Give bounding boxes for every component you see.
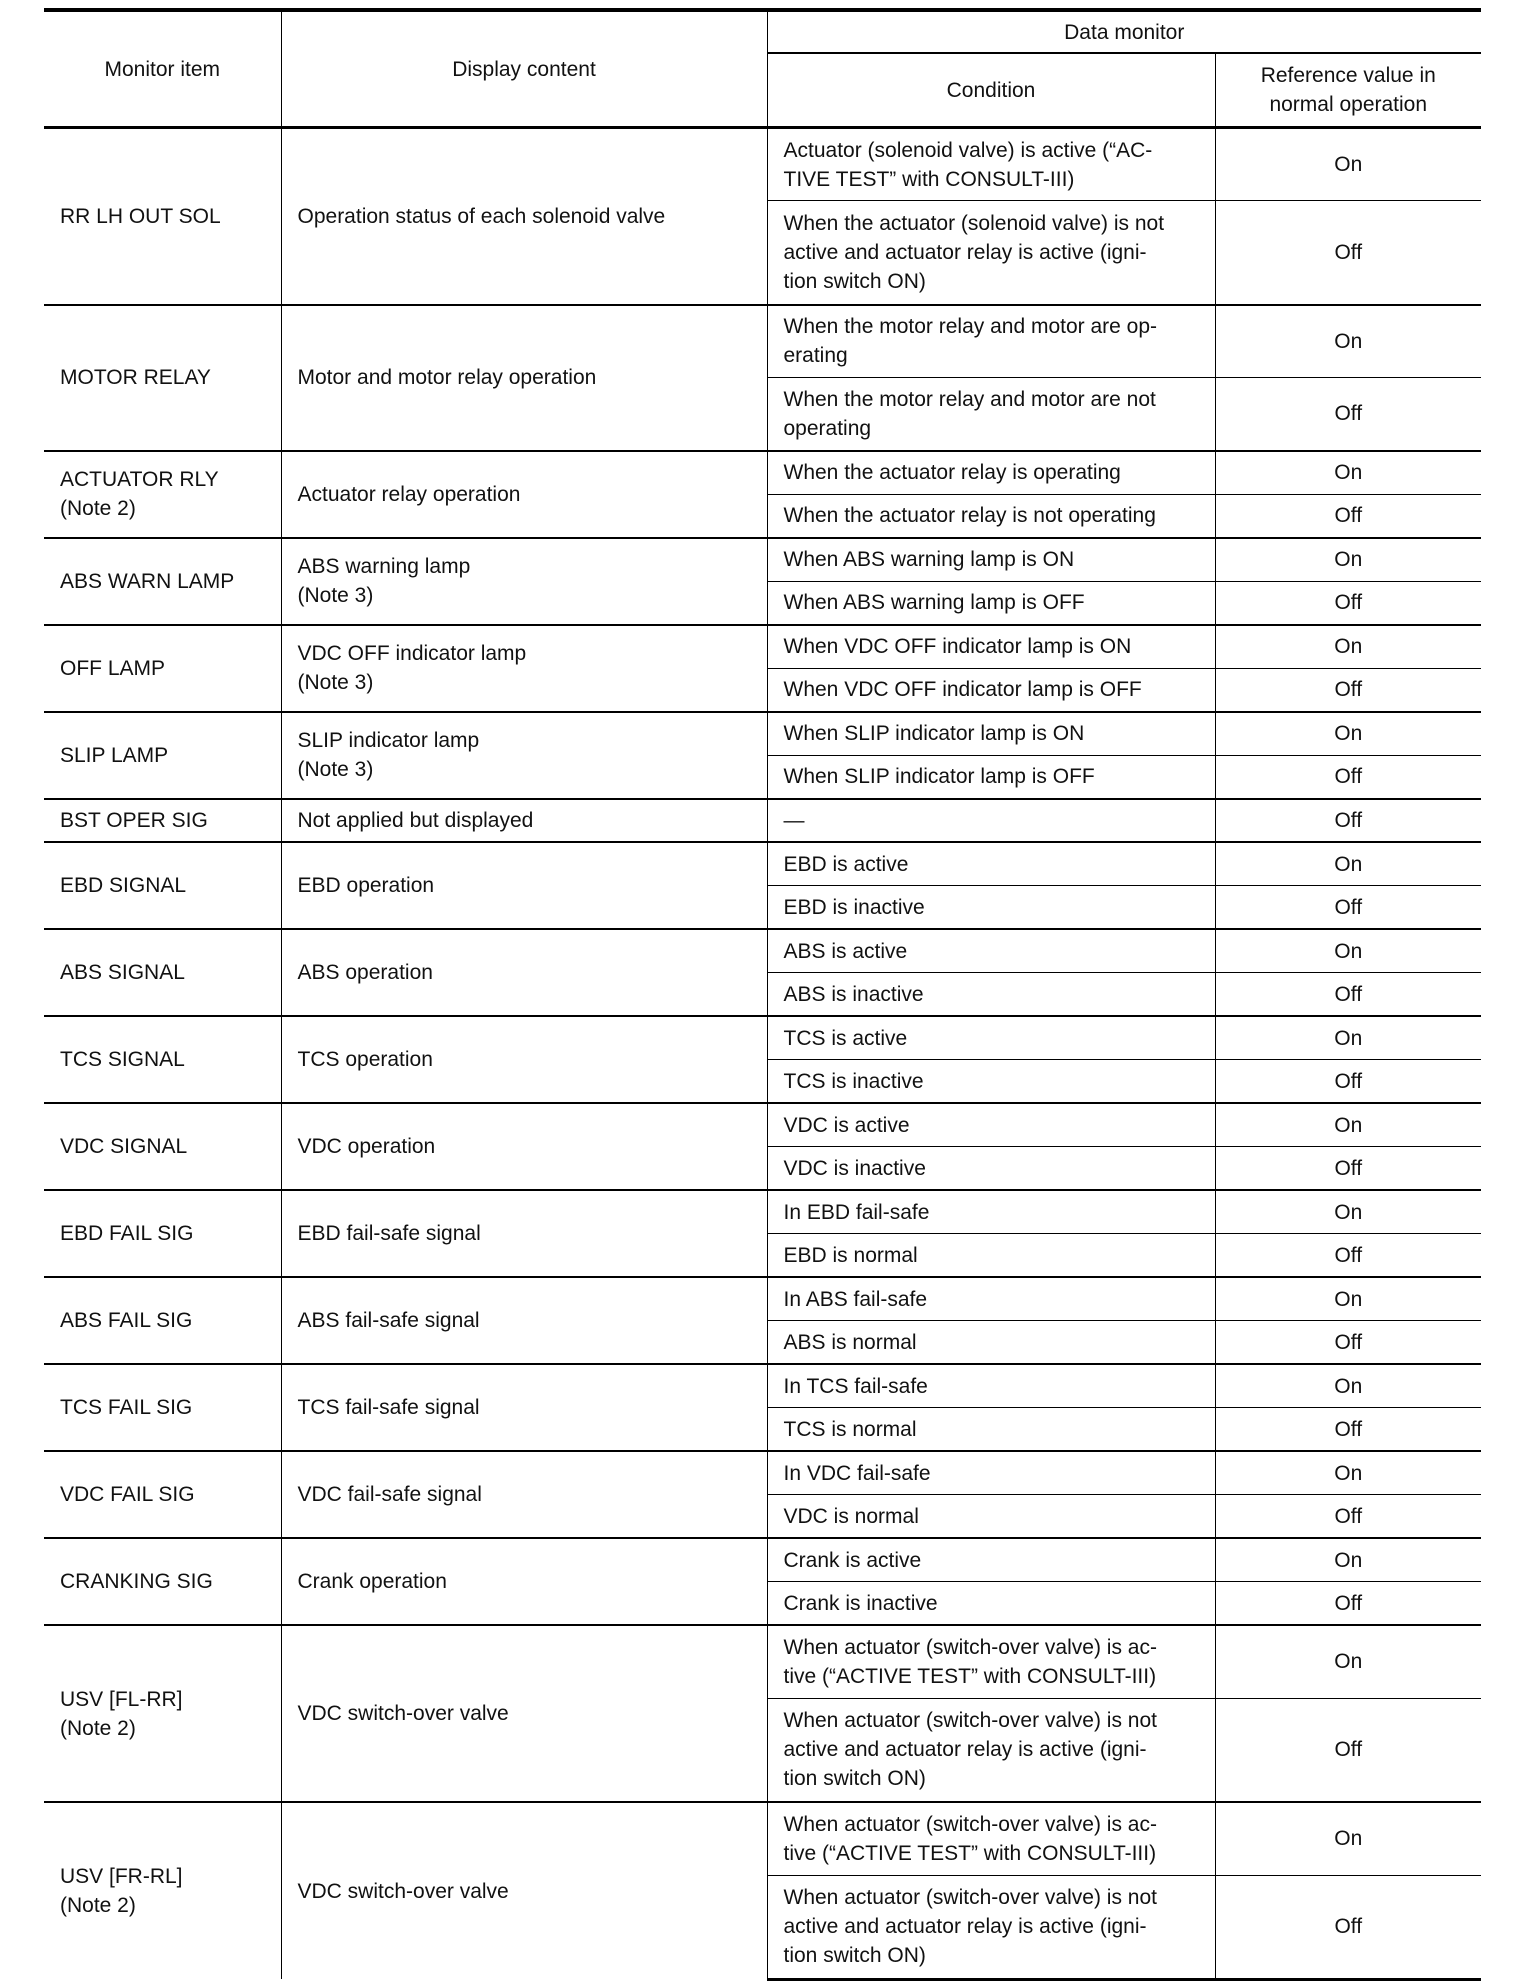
monitor-item: USV [FR-RL] (Note 2) (44, 1802, 281, 1979)
reference-value: Off (1215, 973, 1481, 1017)
condition: ABS is normal (767, 1321, 1215, 1365)
condition: When actuator (switch-over valve) is ac- tive (“ACTIVE TEST” with CONSULT-III) (767, 1625, 1215, 1698)
monitor-item: SLIP LAMP (44, 712, 281, 799)
monitor-item: USV [FL-RR] (Note 2) (44, 1625, 281, 1802)
header-display-content: Display content (281, 10, 767, 128)
header-reference-value: Reference value in normal operation (1215, 53, 1481, 128)
monitor-item: ABS FAIL SIG (44, 1277, 281, 1364)
monitor-item: CRANKING SIG (44, 1538, 281, 1625)
condition: — (767, 799, 1215, 843)
reference-value: On (1215, 1451, 1481, 1495)
condition: Actuator (solenoid valve) is active (“AC- TIVE TEST” with CONSULT-III) (767, 128, 1215, 201)
monitor-item: RR LH OUT SOL (44, 128, 281, 305)
monitor-item: TCS SIGNAL (44, 1016, 281, 1103)
table-row (44, 1016, 1481, 1060)
display-content: VDC operation (281, 1103, 767, 1190)
condition: When ABS warning lamp is OFF (767, 581, 1215, 625)
table-row (44, 842, 1481, 886)
reference-value: On (1215, 842, 1481, 886)
reference-value: On (1215, 929, 1481, 973)
display-content: Not applied but displayed (281, 799, 767, 843)
monitor-item: ABS WARN LAMP (44, 538, 281, 625)
reference-value: On (1334, 153, 1363, 176)
reference-value: Off (1215, 886, 1481, 930)
reference-value: Off (1215, 1147, 1481, 1191)
display-content: EBD operation (281, 842, 767, 929)
condition: Crank is active (767, 1538, 1215, 1582)
condition: Crank is inactive (767, 1582, 1215, 1626)
display-content: SLIP indicator lamp (Note 3) (281, 712, 767, 799)
reference-value: On (1215, 538, 1481, 582)
display-content: VDC switch-over valve (281, 1625, 767, 1802)
monitor-item: BST OPER SIG (44, 799, 281, 843)
reference-value: Off (1215, 581, 1481, 625)
condition: In VDC fail-safe (767, 1451, 1215, 1495)
display-content: VDC fail-safe signal (281, 1451, 767, 1538)
reference-value: On (1215, 1538, 1481, 1582)
condition: When VDC OFF indicator lamp is ON (767, 625, 1215, 669)
table-row (44, 712, 1481, 756)
condition: TCS is active (767, 1016, 1215, 1060)
condition: EBD is inactive (767, 886, 1215, 930)
table-row (44, 1451, 1481, 1495)
reference-value: On (1215, 1625, 1481, 1698)
condition: When the actuator relay is operating (767, 451, 1215, 495)
condition: When ABS warning lamp is ON (767, 538, 1215, 582)
display-content: Crank operation (281, 1538, 767, 1625)
data-monitor-table (44, 8, 1481, 1981)
display-content: Motor and motor relay operation (281, 305, 767, 451)
table-row (44, 1103, 1481, 1147)
reference-value: On (1215, 1802, 1481, 1875)
reference-value: Off (1215, 201, 1481, 305)
condition: VDC is active (767, 1103, 1215, 1147)
condition: ABS is inactive (767, 973, 1215, 1017)
table-row (44, 799, 1481, 843)
table-row (44, 451, 1481, 495)
condition: When actuator (switch-over valve) is not active and actuator relay is active (igni- tion switch ON) (767, 1875, 1215, 1979)
monitor-item: ABS SIGNAL (44, 929, 281, 1016)
table-row (44, 1538, 1481, 1582)
reference-value: Off (1215, 1582, 1481, 1626)
condition: VDC is inactive (767, 1147, 1215, 1191)
reference-value: Off (1215, 1060, 1481, 1104)
reference-value: Off (1215, 1408, 1481, 1452)
reference-value: Off (1215, 1875, 1481, 1979)
display-content: ABS operation (281, 929, 767, 1016)
monitor-item: EBD FAIL SIG (44, 1190, 281, 1277)
display-content: ABS fail-safe signal (281, 1277, 767, 1364)
reference-value: On (1215, 1016, 1481, 1060)
table-row (44, 1802, 1481, 1875)
condition: When the actuator relay is not operating (767, 494, 1215, 538)
table-row (44, 538, 1481, 582)
monitor-item: VDC FAIL SIG (44, 1451, 281, 1538)
display-content: TCS fail-safe signal (281, 1364, 767, 1451)
reference-value: On (1215, 625, 1481, 669)
table-row (44, 625, 1481, 669)
reference-value: On (1215, 1103, 1481, 1147)
condition: When the actuator (solenoid valve) is not active and actuator relay is active (igni- tion switch ON) (767, 201, 1215, 305)
display-content: TCS operation (281, 1016, 767, 1103)
header-monitor-item: Monitor item (44, 10, 281, 128)
reference-value: Off (1215, 799, 1481, 843)
monitor-item: ACTUATOR RLY (Note 2) (44, 451, 281, 538)
reference-value: Off (1215, 378, 1481, 451)
reference-value: On (1215, 712, 1481, 756)
condition: EBD is active (767, 842, 1215, 886)
monitor-item: MOTOR RELAY (44, 305, 281, 451)
monitor-item: EBD SIGNAL (44, 842, 281, 929)
reference-value: Off (1215, 494, 1481, 538)
condition: TCS is inactive (767, 1060, 1215, 1104)
condition: In EBD fail-safe (767, 1190, 1215, 1234)
reference-value: Off (1215, 668, 1481, 712)
display-content: Operation status of each solenoid valve (281, 128, 767, 305)
condition: When the motor relay and motor are not operating (767, 378, 1215, 451)
table-row (44, 1277, 1481, 1321)
table-row (44, 1364, 1481, 1408)
condition: When SLIP indicator lamp is ON (767, 712, 1215, 756)
header-data-monitor: Data monitor (767, 10, 1481, 53)
condition: ABS is active (767, 929, 1215, 973)
condition: When actuator (switch-over valve) is ac- tive (“ACTIVE TEST” with CONSULT-III) (767, 1802, 1215, 1875)
table-body (44, 128, 1481, 1980)
reference-value: On (1215, 1364, 1481, 1408)
display-content: ABS warning lamp (Note 3) (281, 538, 767, 625)
display-content: VDC OFF indicator lamp (Note 3) (281, 625, 767, 712)
header-condition: Condition (767, 53, 1215, 128)
reference-value: Off (1215, 1234, 1481, 1278)
condition: When actuator (switch-over valve) is not active and actuator relay is active (igni- tion switch ON) (767, 1698, 1215, 1802)
reference-value: Off (1215, 755, 1481, 799)
condition: TCS is normal (767, 1408, 1215, 1452)
table-row (44, 305, 1481, 378)
condition: When the motor relay and motor are op- erating (767, 305, 1215, 378)
monitor-item: VDC SIGNAL (44, 1103, 281, 1190)
condition: In TCS fail-safe (767, 1364, 1215, 1408)
condition: In ABS fail-safe (767, 1277, 1215, 1321)
reference-value: Off (1215, 1698, 1481, 1802)
monitor-item: TCS FAIL SIG (44, 1364, 281, 1451)
condition: VDC is normal (767, 1495, 1215, 1539)
reference-value: On (1215, 451, 1481, 495)
display-content: EBD fail-safe signal (281, 1190, 767, 1277)
reference-value: On (1215, 1190, 1481, 1234)
reference-value: On (1215, 1277, 1481, 1321)
condition: When VDC OFF indicator lamp is OFF (767, 668, 1215, 712)
reference-value: Off (1215, 1321, 1481, 1365)
reference-value: On (1215, 305, 1481, 378)
condition: EBD is normal (767, 1234, 1215, 1278)
table-row (44, 929, 1481, 973)
condition: When SLIP indicator lamp is OFF (767, 755, 1215, 799)
table-row (44, 1625, 1481, 1698)
table-row (44, 1190, 1481, 1234)
monitor-item: OFF LAMP (44, 625, 281, 712)
table-row (44, 128, 1481, 201)
reference-value: Off (1215, 1495, 1481, 1539)
display-content: Actuator relay operation (281, 451, 767, 538)
display-content: VDC switch-over valve (281, 1802, 767, 1979)
